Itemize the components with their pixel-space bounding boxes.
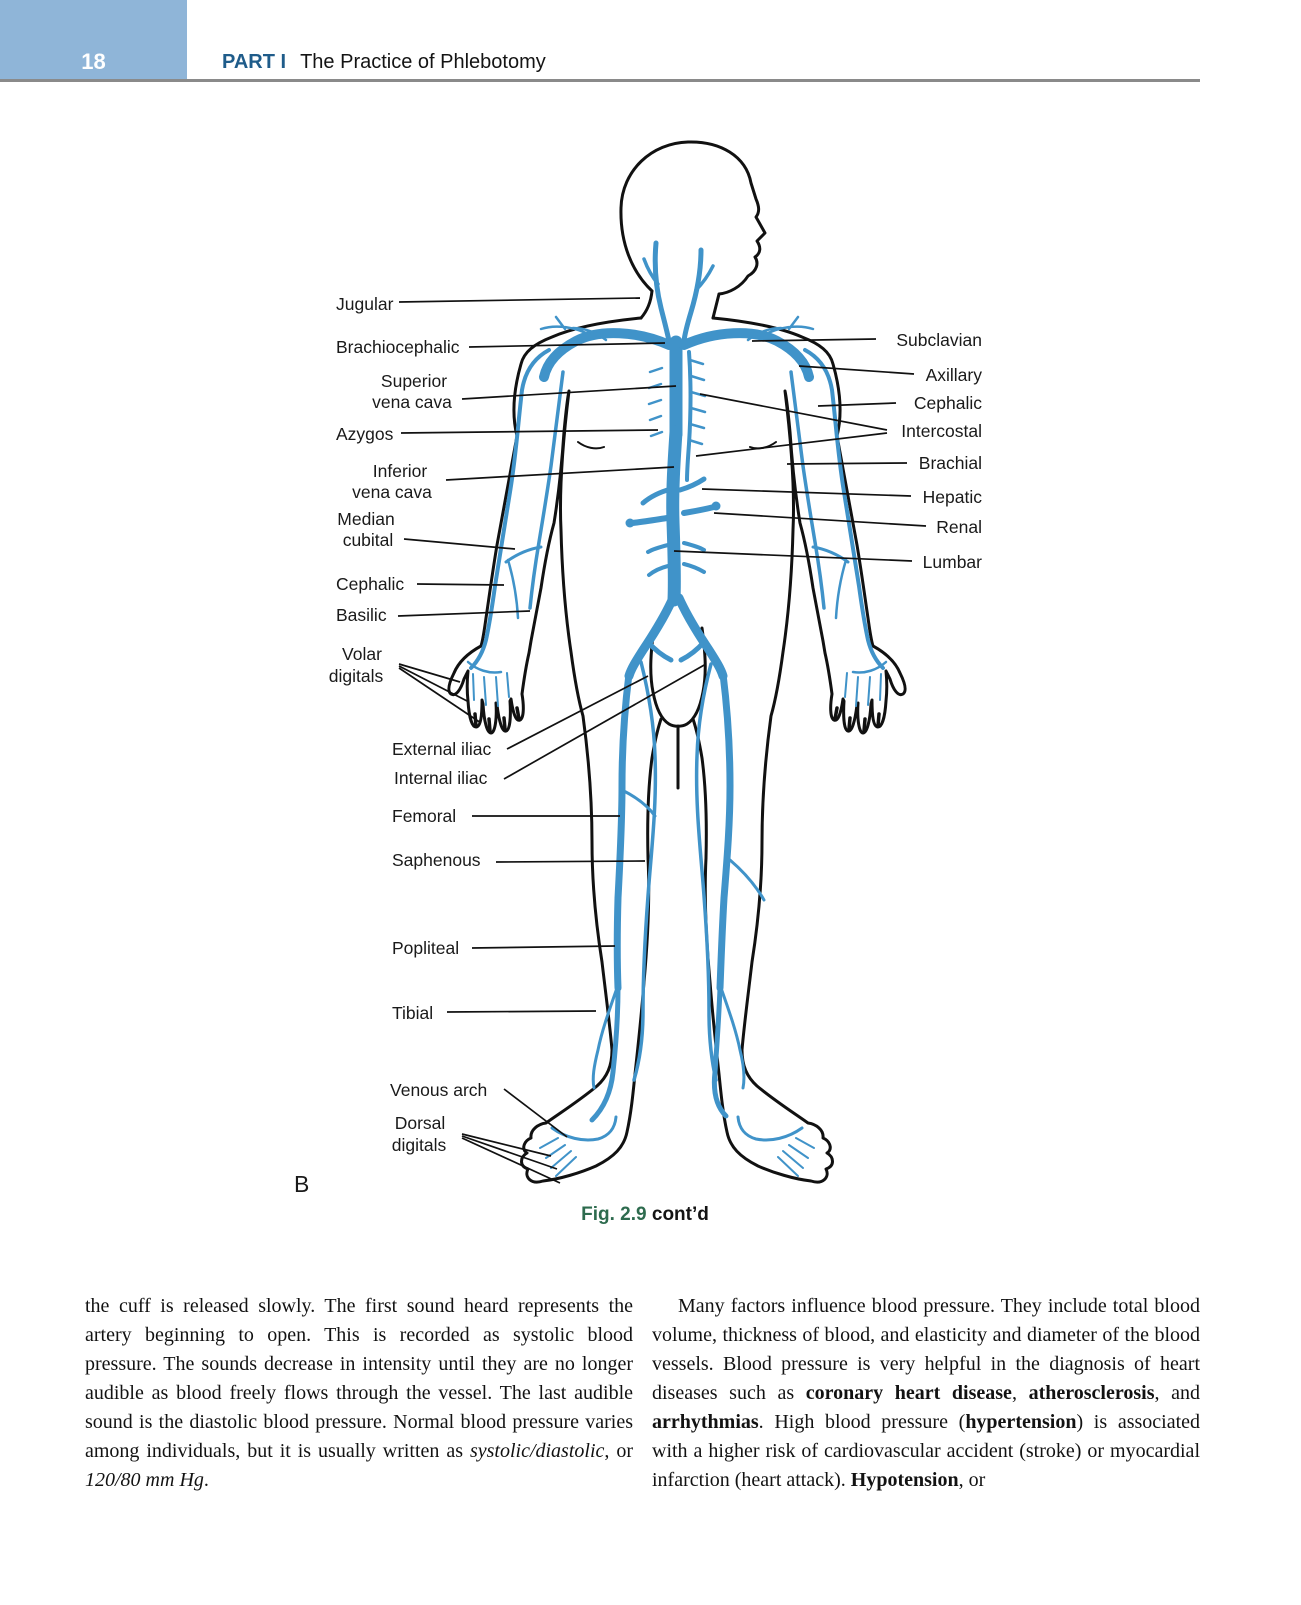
label-jugular: Jugular	[336, 294, 394, 314]
label-venous-arch: Venous arch	[390, 1080, 488, 1100]
label-popliteal: Popliteal	[392, 938, 460, 958]
vein-network	[468, 243, 886, 1176]
label-brachial: Brachial	[918, 453, 982, 473]
label-hepatic: Hepatic	[922, 487, 982, 507]
left-column-paragraph: the cuff is released slowly. The first sound heard represents the artery beginning to open. This is recorded as systolic blood pressure. The sounds decrease in intensity until they are no longer audible as blood freely flows through the vessel. The last audible sound is the diastolic blood pressure. Normal blood pressure varies among individuals, but it is usually written as systolic/diastolic, or 120/80 mm Hg.	[85, 1295, 633, 1491]
label-cephalic-right: Cephalic	[913, 393, 982, 413]
page-number: 18	[81, 49, 106, 74]
right-column-paragraph: Many factors influence blood pressure. They include total blood volume, thickness of blood, and elasticity and diameter of the blood vessels. Blood pressure is very helpful in the diagnosis of heart diseases such as coronary heart disease, atherosclerosis, and arrhythmias. High blood pressure (hypertension) is associated with a higher risk of cardiovascular accident (stroke) or myocardial infarction (heart attack). Hypotension, or	[652, 1295, 1201, 1491]
label-azygos: Azygos	[336, 424, 394, 444]
label-axillary: Axillary	[925, 365, 982, 385]
label-subclavian: Subclavian	[896, 330, 982, 350]
label-basilic: Basilic	[336, 605, 387, 625]
part-label: PART I	[222, 51, 287, 73]
label-saphenous: Saphenous	[392, 850, 481, 870]
label-intercostal: Intercostal	[901, 421, 982, 441]
label-cephalic-left: Cephalic	[336, 574, 405, 594]
label-volar-digitals-line1: Volar	[342, 644, 382, 664]
figure-caption-number: Fig. 2.9	[581, 1204, 647, 1225]
label-superior-vena-cava-line1: Superior	[380, 371, 448, 391]
label-femoral: Femoral	[392, 806, 457, 826]
label-internal-iliac: Internal iliac	[394, 768, 488, 788]
part-title: The Practice of Phlebotomy	[300, 51, 546, 73]
body-outline	[449, 142, 905, 1182]
label-tibial: Tibial	[392, 1003, 434, 1023]
label-lumbar: Lumbar	[922, 552, 982, 572]
label-superior-vena-cava-line2: vena cava	[372, 392, 452, 412]
label-median-cubital-line2: cubital	[342, 530, 394, 550]
label-brachiocephalic: Brachiocephalic	[336, 337, 460, 357]
body-text-left-column	[85, 1292, 633, 1495]
label-inferior-vena-cava-line1: Inferior	[372, 461, 428, 481]
label-external-iliac: External iliac	[392, 739, 492, 759]
label-median-cubital-line1: Median	[337, 509, 395, 529]
figure-caption	[0, 1204, 1290, 1226]
label-inferior-vena-cava-line2: vena cava	[352, 482, 432, 502]
label-renal: Renal	[936, 517, 982, 537]
figure-caption-suffix: cont’d	[651, 1204, 709, 1225]
label-dorsal-digitals-line2: digitals	[391, 1135, 447, 1155]
body-text-right-column	[652, 1292, 1200, 1495]
panel-label-b: B	[294, 1171, 310, 1197]
label-dorsal-digitals-line1: Dorsal	[394, 1113, 446, 1133]
label-volar-digitals-line2: digitals	[328, 666, 384, 686]
